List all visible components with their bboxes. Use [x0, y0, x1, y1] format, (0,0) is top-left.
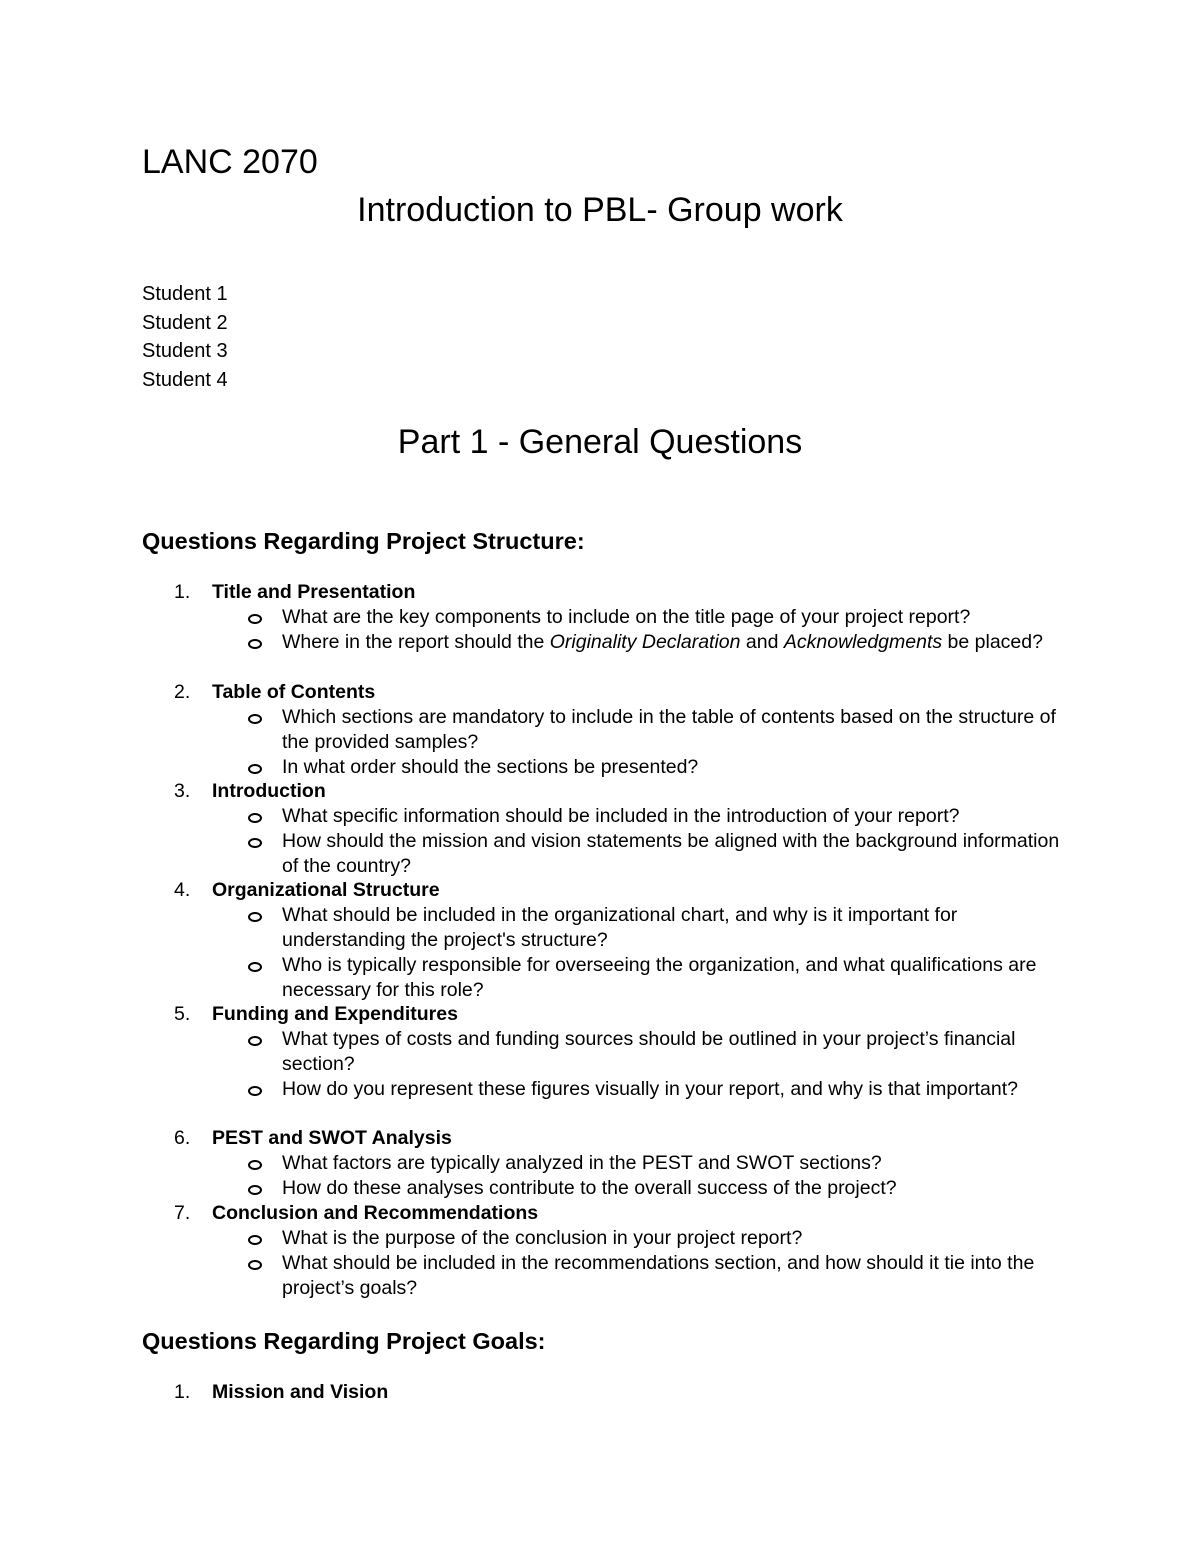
circle-bullet-icon — [248, 714, 262, 724]
list-item-title: Conclusion and Recommendations — [212, 1202, 539, 1224]
list-item-title: Title and Presentation — [212, 581, 416, 603]
sub-question — [282, 1151, 1062, 1176]
list-item-number: 1. — [174, 1381, 191, 1403]
sub-question-text: What are the key components to include on the title page of your project report? — [282, 606, 971, 628]
sub-question — [282, 1251, 1062, 1301]
sub-question — [282, 705, 1062, 755]
document-title: Introduction to PBL- Group work — [357, 191, 843, 229]
list-item-title: Introduction — [212, 780, 326, 802]
circle-bullet-icon — [248, 813, 262, 823]
list-item-number: 6. — [174, 1127, 191, 1149]
list-item-title: Mission and Vision — [212, 1381, 389, 1403]
student-name: Student 2 — [142, 311, 228, 334]
sub-question — [282, 605, 1062, 630]
list-item-number: 4. — [174, 879, 191, 901]
sub-question — [282, 1077, 1062, 1102]
list-item-title: PEST and SWOT Analysis — [212, 1127, 452, 1149]
list-item-number: 2. — [174, 681, 191, 703]
sub-question — [282, 829, 1062, 879]
sub-question — [282, 1226, 1062, 1251]
circle-bullet-icon — [248, 614, 262, 624]
sub-question — [282, 1027, 1062, 1077]
list-item-number: 5. — [174, 1003, 191, 1025]
sub-question-text: What is the purpose of the conclusion in your project report? — [282, 1227, 803, 1249]
sub-question — [282, 903, 1062, 953]
circle-bullet-icon — [248, 764, 262, 774]
emphasized-term: Acknowledgments — [783, 631, 943, 653]
list-item-number: 7. — [174, 1202, 191, 1224]
circle-bullet-icon — [248, 1235, 262, 1245]
student-name: Student 1 — [142, 283, 228, 305]
sub-question — [282, 953, 1062, 1003]
student-list — [142, 280, 228, 394]
list-item-title: Table of Contents — [212, 681, 376, 703]
list-item-title: Organizational Structure — [212, 879, 440, 901]
circle-bullet-icon — [248, 1086, 262, 1096]
circle-bullet-icon — [248, 639, 262, 649]
sub-question-text: What types of costs and funding sources should be outlined in your project’s financial section? — [282, 1028, 1016, 1075]
goals-heading: Questions Regarding Project Goals: — [142, 1328, 546, 1354]
sub-question-text: What should be included in the recommendations section, and how should it tie into the project’s goals? — [282, 1252, 1035, 1299]
circle-bullet-icon — [248, 1260, 262, 1270]
emphasized-term: Originality Declaration — [549, 631, 741, 653]
sub-question-text: How do these analyses contribute to the overall success of the project? — [282, 1177, 897, 1199]
circle-bullet-icon — [248, 838, 262, 848]
part-title: Part 1 - General Questions — [397, 423, 803, 461]
sub-question — [282, 804, 1062, 829]
course-code: LANC 2070 — [142, 143, 318, 181]
list-item-number: 1. — [174, 581, 191, 603]
circle-bullet-icon — [248, 912, 262, 922]
circle-bullet-icon — [248, 1160, 262, 1170]
sub-question-text: What factors are typically analyzed in the PEST and SWOT sections? — [282, 1152, 882, 1174]
sub-question-text: How should the mission and vision statements be aligned with the background information of the country? — [282, 830, 1060, 877]
circle-bullet-icon — [248, 1036, 262, 1046]
structure-heading: Questions Regarding Project Structure: — [142, 528, 585, 554]
list-item-number: 3. — [174, 780, 191, 802]
sub-question-text: be placed? — [942, 631, 1043, 653]
sub-question-text: Which sections are mandatory to include in the table of contents based on the structure of the provided samples? — [282, 706, 1056, 753]
sub-question — [282, 755, 1062, 780]
list-item-title: Funding and Expenditures — [212, 1003, 458, 1025]
sub-question-text: What specific information should be included in the introduction of your report? — [282, 805, 960, 827]
sub-question-text: Who is typically responsible for overseeing the organization, and what qualifications are necessary for this role? — [282, 954, 1037, 1001]
sub-question-text: In what order should the sections be presented? — [282, 756, 699, 778]
sub-question-text: and — [740, 631, 784, 653]
circle-bullet-icon — [248, 1185, 262, 1195]
student-name: Student 4 — [142, 368, 228, 391]
student-name: Student 3 — [142, 340, 228, 362]
sub-question — [282, 1176, 1062, 1201]
sub-question-text: How do you represent these figures visually in your report, and why is that important? — [282, 1078, 1018, 1100]
sub-question — [282, 630, 1062, 655]
sub-question-text: Where in the report should the — [282, 631, 550, 653]
circle-bullet-icon — [248, 962, 262, 972]
sub-question-text: What should be included in the organizational chart, and why is it important for understanding the project's structure? — [282, 904, 958, 951]
